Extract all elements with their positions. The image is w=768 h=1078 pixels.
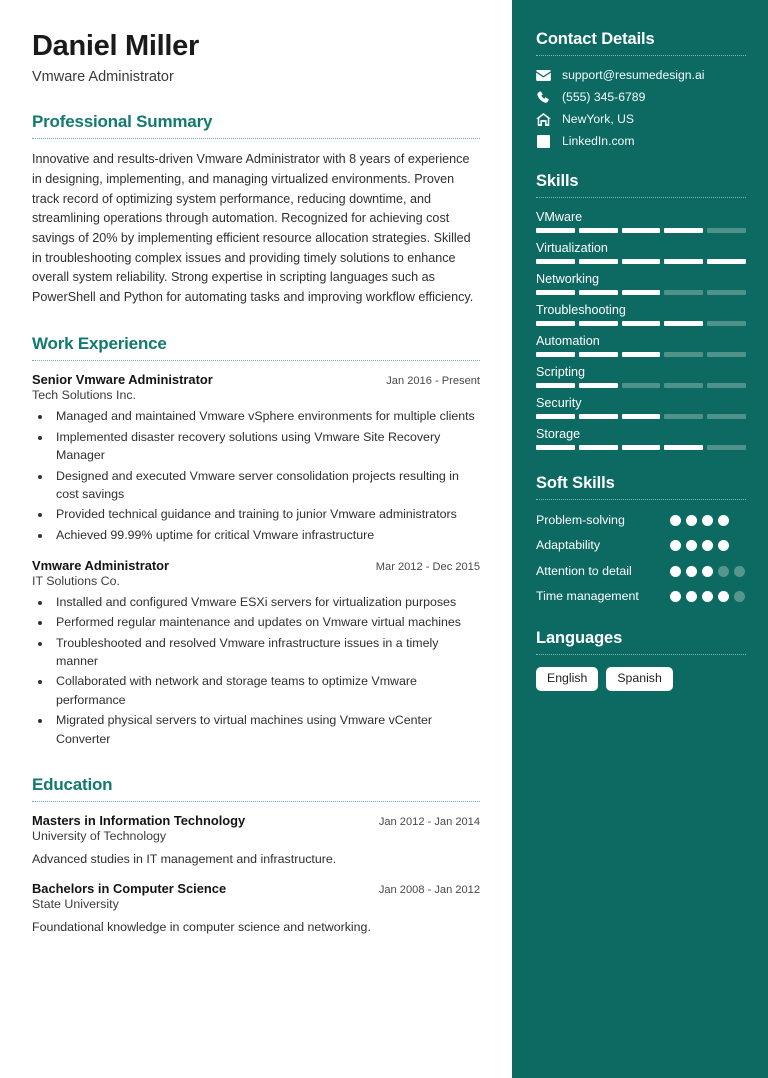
skill-segment <box>579 383 618 388</box>
skill-segment <box>579 352 618 357</box>
language-pill: English <box>536 667 598 691</box>
skill-segment <box>579 228 618 233</box>
section-title-work: Work Experience <box>32 334 167 354</box>
skill-item <box>536 334 746 357</box>
skill-segment <box>664 352 703 357</box>
skill-level-bar <box>536 383 746 388</box>
work-bullet: • Managed and maintained Vmware vSphere environments for multiple clients <box>52 407 480 425</box>
skill-segment <box>664 228 703 233</box>
skills-list <box>536 210 746 450</box>
skill-segment <box>579 414 618 419</box>
skill-level-bar <box>536 414 746 419</box>
skill-segment <box>622 259 661 264</box>
soft-skill-dot <box>702 591 713 602</box>
section-work-experience <box>32 334 480 747</box>
soft-skill-dot <box>718 566 729 577</box>
divider-dotted <box>536 654 746 655</box>
work-bullet: • Migrated physical servers to virtual machines using Vmware vCenter Converter <box>52 711 480 748</box>
summary-text: Innovative and results-driven Vmware Administrator with 8 years of experience in designing, implementing, and managing virtualized environments. Proven track record of optimizing system performance, reducing downtime, and streamlining operations through automation. Recognized for achieving cost savings of 20% by implementing efficient resource allocation strategies. Skilled in troubleshooting complex issues and providing timely solutions to enhance overall system reliability. Strong expertise in scripting languages such as PowerShell and Python for automating tasks and improving workflow efficiency. <box>32 152 474 304</box>
skill-label: Security <box>536 396 582 410</box>
soft-skill-dot <box>702 566 713 577</box>
divider-dotted <box>536 55 746 56</box>
linkedin-icon <box>536 135 551 148</box>
header-block <box>32 30 480 85</box>
skill-segment <box>707 383 746 388</box>
skill-segment <box>707 321 746 326</box>
education-entry-header <box>32 881 480 896</box>
soft-skill-rating <box>670 512 746 526</box>
skill-segment <box>664 321 703 326</box>
work-bullet-list <box>52 593 480 748</box>
section-title-skills: Skills <box>536 172 579 190</box>
skill-segment <box>622 290 661 295</box>
skill-segment <box>622 352 661 357</box>
soft-skill-dot <box>718 540 729 551</box>
soft-skill-label: Time management <box>536 589 639 604</box>
soft-skill-label: Attention to detail <box>536 563 632 578</box>
soft-skill-dot <box>686 566 697 577</box>
contact-value: (555) 345-6789 <box>562 90 646 104</box>
work-bullet: • Provided technical guidance and training to junior Vmware administrators <box>52 505 480 523</box>
soft-skill-dot <box>686 591 697 602</box>
skill-segment <box>536 414 575 419</box>
skill-item <box>536 303 746 326</box>
skill-level-bar <box>536 290 746 295</box>
skill-label: Storage <box>536 427 581 441</box>
work-bullet: • Designed and executed Vmware server consolidation projects resulting in cost savings <box>52 467 480 504</box>
skill-level-bar <box>536 259 746 264</box>
contact-value: NewYork, US <box>562 112 635 126</box>
skill-label: Troubleshooting <box>536 303 626 317</box>
skill-segment <box>664 414 703 419</box>
skill-item <box>536 272 746 295</box>
soft-skill-dot <box>734 566 745 577</box>
soft-skill-dot <box>718 515 729 526</box>
candidate-name: Daniel Miller <box>32 30 199 62</box>
skill-segment <box>664 259 703 264</box>
work-date: Jan 2016 - Present <box>386 375 480 388</box>
section-title-languages: Languages <box>536 629 623 648</box>
skill-item <box>536 365 746 388</box>
section-title-soft-skills: Soft Skills <box>536 474 615 492</box>
section-contact-details <box>536 30 746 148</box>
soft-skill-dot <box>670 540 681 551</box>
work-organization: IT Solutions Co. <box>32 573 120 588</box>
soft-skill-item <box>536 563 746 580</box>
skill-segment <box>707 228 746 233</box>
work-bullet: • Collaborated with network and storage teams to optimize Vmware performance <box>52 672 480 709</box>
skill-segment <box>664 445 703 450</box>
section-languages <box>536 629 746 691</box>
sidebar <box>512 0 768 1078</box>
section-education <box>32 775 480 934</box>
work-date: Mar 2012 - Dec 2015 <box>375 560 480 573</box>
education-degree: Masters in Information Technology <box>32 812 246 828</box>
skill-segment <box>536 290 575 295</box>
skill-level-bar <box>536 445 746 450</box>
skill-label: Automation <box>536 334 600 348</box>
soft-skill-item <box>536 588 746 605</box>
skill-segment <box>536 259 575 264</box>
phone-icon <box>536 91 551 104</box>
skill-segment <box>707 259 746 264</box>
work-role: Vmware Administrator <box>32 557 170 573</box>
work-organization: Tech Solutions Inc. <box>32 388 137 403</box>
education-entry-header <box>32 813 480 828</box>
education-entry <box>32 881 480 934</box>
soft-skill-dot <box>702 540 713 551</box>
contact-list <box>536 68 746 148</box>
work-entry <box>32 372 480 544</box>
skill-segment <box>622 228 661 233</box>
soft-skill-dot <box>718 591 729 602</box>
soft-skill-rating <box>670 537 746 551</box>
soft-skill-dot <box>686 540 697 551</box>
work-bullet: • Performed regular maintenance and updates on Vmware virtual machines <box>52 613 480 631</box>
work-bullet: • Implemented disaster recovery solutions using Vmware Site Recovery Manager <box>52 428 480 465</box>
skill-label: Networking <box>536 272 599 286</box>
soft-skill-label: Problem-solving <box>536 513 625 527</box>
skill-segment <box>579 321 618 326</box>
work-entry-header <box>32 558 480 573</box>
soft-skill-dot <box>702 515 713 526</box>
contact-value: LinkedIn.com <box>562 134 635 148</box>
skill-segment <box>664 290 703 295</box>
candidate-job-title: Vmware Administrator <box>32 69 174 86</box>
divider-dotted <box>536 499 746 500</box>
education-entry-list <box>32 813 480 934</box>
soft-skill-dot <box>734 591 745 602</box>
education-school: State University <box>32 896 119 911</box>
soft-skill-rating <box>670 563 746 577</box>
work-entry-list <box>32 372 480 747</box>
soft-skill-dot <box>686 515 697 526</box>
education-degree: Bachelors in Computer Science <box>32 880 227 896</box>
soft-skill-item <box>536 512 746 529</box>
language-pill: Spanish <box>606 667 672 691</box>
skill-item <box>536 396 746 419</box>
soft-skill-dot <box>670 566 681 577</box>
home-icon <box>536 113 551 126</box>
soft-skill-dot <box>670 591 681 602</box>
education-description: Foundational knowledge in computer science and networking. <box>32 919 371 934</box>
skill-item <box>536 241 746 264</box>
education-school: University of Technology <box>32 828 167 843</box>
work-entry-header <box>32 372 480 387</box>
contact-value: support@resumedesign.ai <box>562 68 705 82</box>
work-bullet: • Installed and configured Vmware ESXi servers for virtualization purposes <box>52 593 480 611</box>
skill-label: Scripting <box>536 365 585 379</box>
skill-segment <box>579 290 618 295</box>
skill-segment <box>536 228 575 233</box>
skill-level-bar <box>536 321 746 326</box>
section-title-summary: Professional Summary <box>32 112 213 132</box>
skill-segment <box>622 445 661 450</box>
divider-dotted <box>32 138 480 139</box>
work-bullet-list <box>52 407 480 544</box>
skill-item <box>536 427 746 450</box>
skill-segment <box>707 352 746 357</box>
skill-level-bar <box>536 228 746 233</box>
skill-segment <box>664 383 703 388</box>
contact-row[interactable] <box>536 134 746 148</box>
work-bullet: • Troubleshooted and resolved Vmware infrastructure issues in a timely manner <box>52 634 480 671</box>
skill-label: Virtualization <box>536 241 608 255</box>
envelope-icon <box>536 70 551 81</box>
section-skills <box>536 172 746 450</box>
education-date: Jan 2012 - Jan 2014 <box>378 815 480 828</box>
skill-label: VMware <box>536 210 583 224</box>
education-description: Advanced studies in IT management and infrastructure. <box>32 851 337 866</box>
education-date: Jan 2008 - Jan 2012 <box>378 883 480 896</box>
skill-segment <box>536 321 575 326</box>
skill-segment <box>579 445 618 450</box>
soft-skill-item <box>536 537 746 554</box>
skill-segment <box>622 383 661 388</box>
divider-dotted <box>536 197 746 198</box>
section-professional-summary <box>32 112 480 307</box>
skill-segment <box>536 383 575 388</box>
soft-skill-dot <box>670 515 681 526</box>
soft-skills-list <box>536 512 746 605</box>
skill-segment <box>707 445 746 450</box>
skill-segment <box>707 414 746 419</box>
section-title-education: Education <box>32 774 113 794</box>
skill-segment <box>536 352 575 357</box>
contact-row[interactable] <box>536 112 746 126</box>
skill-segment <box>579 259 618 264</box>
section-soft-skills <box>536 474 746 605</box>
soft-skill-rating <box>670 588 746 602</box>
skill-segment <box>707 290 746 295</box>
divider-dotted <box>32 801 480 802</box>
section-title-contact: Contact Details <box>536 30 655 48</box>
work-entry <box>32 558 480 748</box>
skill-segment <box>622 414 661 419</box>
skill-segment <box>536 445 575 450</box>
work-bullet: • Achieved 99.99% uptime for critical Vmware infrastructure <box>52 526 480 544</box>
divider-dotted <box>32 360 480 361</box>
contact-row[interactable] <box>536 68 746 82</box>
contact-row[interactable] <box>536 90 746 104</box>
language-list <box>536 667 746 691</box>
skill-item <box>536 210 746 233</box>
work-role: Senior Vmware Administrator <box>32 372 213 388</box>
skill-level-bar <box>536 352 746 357</box>
skill-segment <box>622 321 661 326</box>
soft-skill-label: Adaptability <box>536 538 601 553</box>
education-entry <box>32 813 480 866</box>
